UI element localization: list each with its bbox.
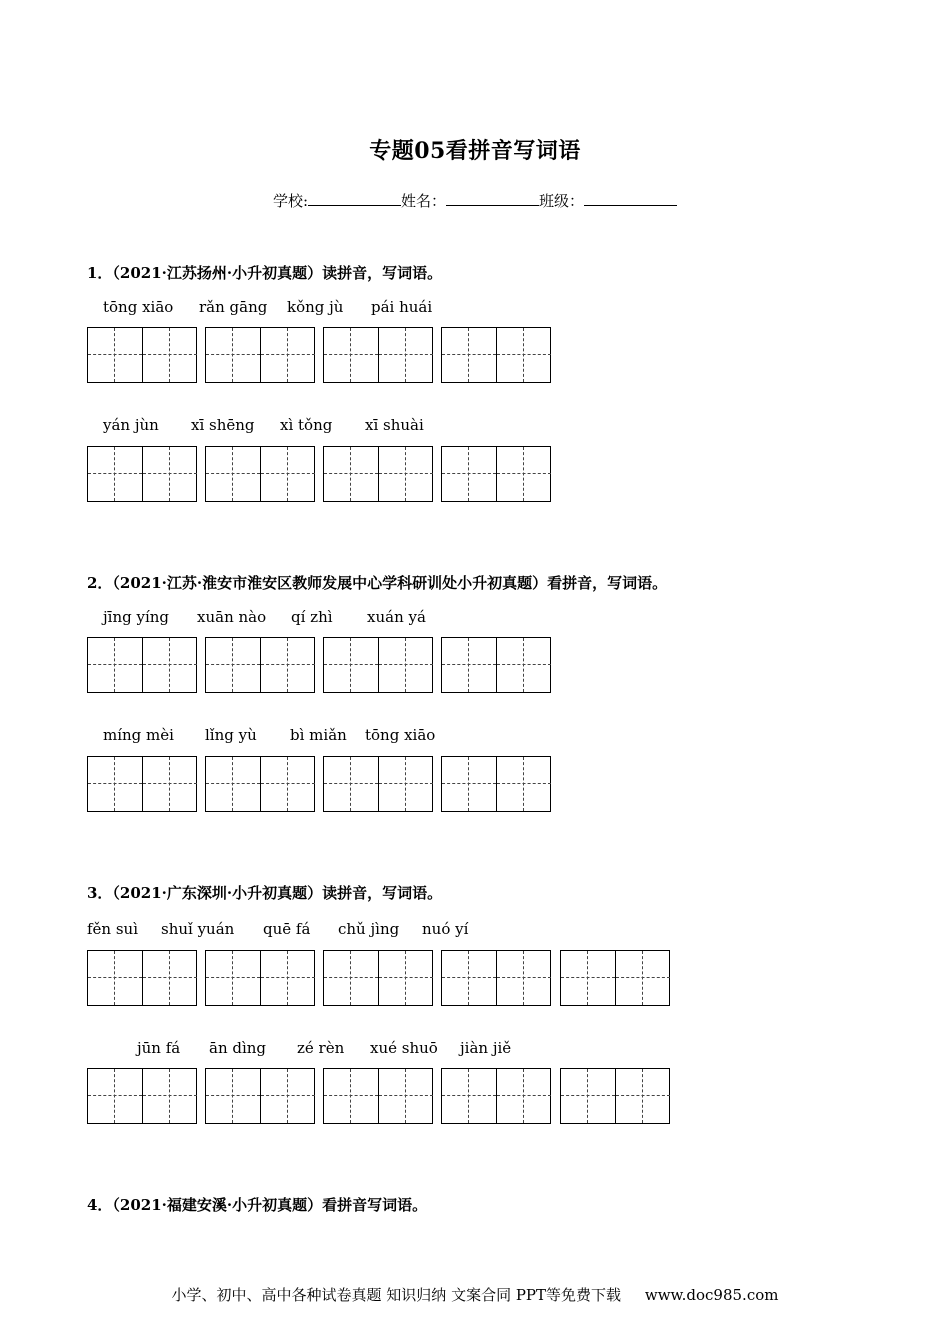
pinyin: jiàn jiě <box>460 1039 512 1057</box>
writing-box[interactable] <box>205 950 315 1006</box>
writing-box[interactable] <box>323 637 433 693</box>
question-2-title: 2．（2021·江苏·淮安市淮安区教师发展中心学科研训处小升初真题）看拼音，写词语。 <box>87 574 668 592</box>
writing-box[interactable] <box>323 1068 433 1124</box>
class-label: 班级： <box>539 192 585 210</box>
pinyin: lǐng yù <box>205 726 257 744</box>
class-blank[interactable] <box>584 191 677 206</box>
pinyin: xī shuài <box>365 416 424 434</box>
pinyin: nuó yí <box>422 920 469 938</box>
pinyin: rǎn gāng <box>199 298 268 316</box>
writing-box[interactable] <box>441 756 551 812</box>
question-4-title: 4．（2021·福建安溪·小升初真题）看拼音写词语。 <box>87 1196 428 1214</box>
writing-box[interactable] <box>441 446 551 502</box>
writing-box[interactable] <box>441 327 551 383</box>
writing-box[interactable] <box>323 446 433 502</box>
question-3-title: 3．（2021·广东深圳·小升初真题）读拼音，写词语。 <box>87 884 443 902</box>
writing-box[interactable] <box>441 1068 551 1124</box>
writing-box[interactable] <box>323 950 433 1006</box>
writing-box[interactable] <box>205 1068 315 1124</box>
writing-box[interactable] <box>323 756 433 812</box>
pinyin: ān dìng <box>209 1039 267 1057</box>
pinyin: míng mèi <box>103 726 174 744</box>
pinyin: xuān nào <box>197 608 267 626</box>
writing-box[interactable] <box>441 637 551 693</box>
question-1-pinyin-row-1 <box>0 298 950 318</box>
pinyin: xué shuō <box>370 1039 438 1057</box>
school-label: 学校: <box>272 192 309 210</box>
question-2-pinyin-row-1 <box>0 608 950 628</box>
writing-box[interactable] <box>87 446 197 502</box>
writing-box[interactable] <box>560 1068 670 1124</box>
pinyin: xì tǒng <box>280 416 333 434</box>
writing-box[interactable] <box>205 756 315 812</box>
pinyin: qí zhì <box>291 608 333 626</box>
page-footer <box>0 1284 950 1305</box>
writing-box[interactable] <box>323 327 433 383</box>
writing-box[interactable] <box>205 637 315 693</box>
footer-text: 小学、初中、高中各种试卷真题 知识归纳 文案合同 PPT等免费下载 <box>171 1286 622 1304</box>
pinyin: shuǐ yuán <box>161 920 235 938</box>
writing-box[interactable] <box>87 950 197 1006</box>
pinyin: yán jùn <box>103 416 159 434</box>
pinyin: zé rèn <box>297 1039 345 1057</box>
pinyin: jīng yíng <box>103 608 170 626</box>
writing-box[interactable] <box>87 756 197 812</box>
pinyin: kǒng jù <box>287 298 344 316</box>
pinyin: fěn suì <box>87 920 139 938</box>
pinyin: jūn fá <box>137 1039 181 1057</box>
footer-link[interactable]: www.doc985.com <box>644 1286 779 1304</box>
writing-box[interactable] <box>560 950 670 1006</box>
question-2-pinyin-row-2 <box>0 726 950 746</box>
pinyin: tōng xiāo <box>365 726 436 744</box>
question-3-pinyin-row-1 <box>0 920 950 940</box>
writing-box[interactable] <box>441 950 551 1006</box>
name-label: 姓名： <box>401 192 447 210</box>
question-1-pinyin-row-2 <box>0 416 950 436</box>
pinyin: xī shēng <box>191 416 255 434</box>
pinyin: xuán yá <box>367 608 426 626</box>
writing-box[interactable] <box>87 637 197 693</box>
question-1-title: 1．（2021·江苏扬州·小升初真题）读拼音，写词语。 <box>87 264 443 282</box>
writing-box[interactable] <box>205 327 315 383</box>
student-info-line <box>0 190 950 211</box>
school-blank[interactable] <box>308 191 401 206</box>
writing-box[interactable] <box>87 1068 197 1124</box>
name-blank[interactable] <box>446 191 539 206</box>
question-3-pinyin-row-2 <box>0 1039 950 1059</box>
writing-box[interactable] <box>205 446 315 502</box>
pinyin: bì miǎn <box>290 726 347 744</box>
writing-box[interactable] <box>87 327 197 383</box>
pinyin: quē fá <box>263 920 311 938</box>
page-title: 专题05看拼音写词语 <box>369 138 581 164</box>
pinyin: chǔ jìng <box>338 920 400 938</box>
pinyin: pái huái <box>371 298 433 316</box>
pinyin: tōng xiāo <box>103 298 174 316</box>
